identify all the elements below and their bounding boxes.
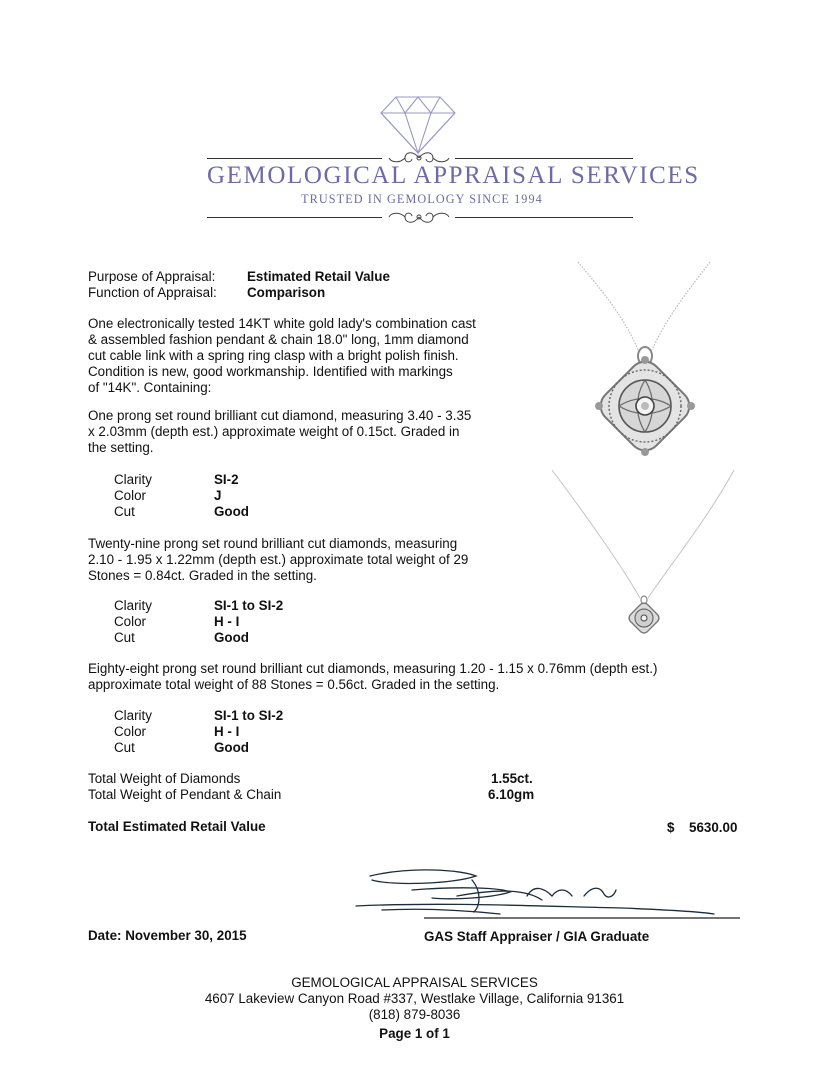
logo-company-name: GEMOLOGICAL APPRAISAL SERVICES — [207, 162, 700, 189]
footer-address: 4607 Lakeview Canyon Road #337, Westlake Village, California 91361 — [204, 991, 625, 1006]
cut-value: Good — [214, 630, 249, 645]
cut-value: Good — [214, 740, 249, 755]
stone-group-2-description — [88, 536, 468, 584]
item-description — [88, 316, 476, 396]
pendant-with-chain-image — [548, 468, 738, 640]
stone-line: the setting. — [88, 440, 154, 455]
purpose-value: Estimated Retail Value — [247, 269, 390, 284]
color-label: Color — [114, 724, 146, 739]
stone-line: Twenty-nine prong set round brilliant cut diamonds, measuring — [88, 536, 458, 551]
appraisal-date: Date: November 30, 2015 — [88, 928, 247, 943]
stone-group-3-description — [88, 661, 657, 693]
color-value: J — [214, 488, 222, 503]
stone-line: Eighty-eight prong set round brilliant cut diamonds, measuring 1.20 - 1.15 x 0.76mm (depth est.) — [88, 661, 658, 676]
stone-line: 2.10 - 1.95 x 1.22mm (depth est.) approximate total weight of 29 — [88, 552, 469, 567]
ornament-icon — [383, 207, 455, 227]
signature-icon — [352, 862, 742, 922]
stone-line: x 2.03mm (depth est.) approximate weight of 0.15ct. Graded in — [88, 424, 460, 439]
logo-bottom-rule-left — [207, 217, 382, 218]
stone-line: Stones = 0.84ct. Graded in the setting. — [88, 568, 317, 583]
description-line: Condition is new, good workmanship. Identified with markings — [88, 364, 453, 379]
clarity-value: SI-1 to SI-2 — [214, 598, 284, 613]
description-line: of "14K". Containing: — [88, 380, 212, 395]
footer-company: GEMOLOGICAL APPRAISAL SERVICES — [291, 975, 538, 990]
footer-phone: (818) 879-8036 — [368, 1007, 461, 1022]
color-label: Color — [114, 614, 146, 629]
logo-bottom-rule-right — [455, 217, 633, 218]
total-diamond-weight-label: Total Weight of Diamonds — [88, 771, 241, 786]
description-line: cut cable link with a spring ring clasp with a bright polish finish. — [88, 348, 459, 363]
clarity-label: Clarity — [114, 708, 152, 723]
stone-group-1-description — [88, 408, 471, 456]
total-retail-value: 5630.00 — [689, 820, 738, 835]
color-value: H - I — [214, 614, 240, 629]
clarity-value: SI-2 — [214, 472, 239, 487]
diamond-logo-icon — [378, 94, 458, 156]
description-line: One electronically tested 14KT white gold lady's combination cast — [88, 316, 476, 331]
total-pendant-weight-value: 6.10gm — [488, 787, 535, 802]
currency-symbol: $ — [667, 820, 675, 835]
clarity-value: SI-1 to SI-2 — [214, 708, 284, 723]
logo-top-rule-left — [207, 158, 382, 159]
function-value: Comparison — [247, 285, 326, 300]
cut-label: Cut — [114, 740, 135, 755]
cut-label: Cut — [114, 630, 135, 645]
color-value: H - I — [214, 724, 240, 739]
pendant-closeup-image — [570, 258, 720, 468]
stone-line: One prong set round brilliant cut diamond, measuring 3.40 - 3.35 — [88, 408, 472, 423]
description-line: & assembled fashion pendant & chain 18.0" long, 1mm diamond — [88, 332, 469, 347]
logo-top-rule-right — [455, 158, 633, 159]
appraiser-title: GAS Staff Appraiser / GIA Graduate — [424, 929, 650, 944]
total-diamond-weight-value: 1.55ct. — [491, 771, 533, 786]
function-label: Function of Appraisal: — [88, 285, 217, 300]
cut-label: Cut — [114, 504, 135, 519]
clarity-label: Clarity — [114, 472, 152, 487]
stone-line: approximate total weight of 88 Stones = 0.56ct. Graded in the setting. — [88, 677, 500, 692]
clarity-label: Clarity — [114, 598, 152, 613]
total-pendant-weight-label: Total Weight of Pendant & Chain — [88, 787, 282, 802]
footer-page-number: Page 1 of 1 — [379, 1026, 450, 1041]
purpose-label: Purpose of Appraisal: — [88, 269, 216, 284]
total-retail-value-label: Total Estimated Retail Value — [88, 819, 266, 834]
logo-tagline: TRUSTED IN GEMOLOGY SINCE 1994 — [301, 192, 543, 206]
color-label: Color — [114, 488, 146, 503]
cut-value: Good — [214, 504, 249, 519]
